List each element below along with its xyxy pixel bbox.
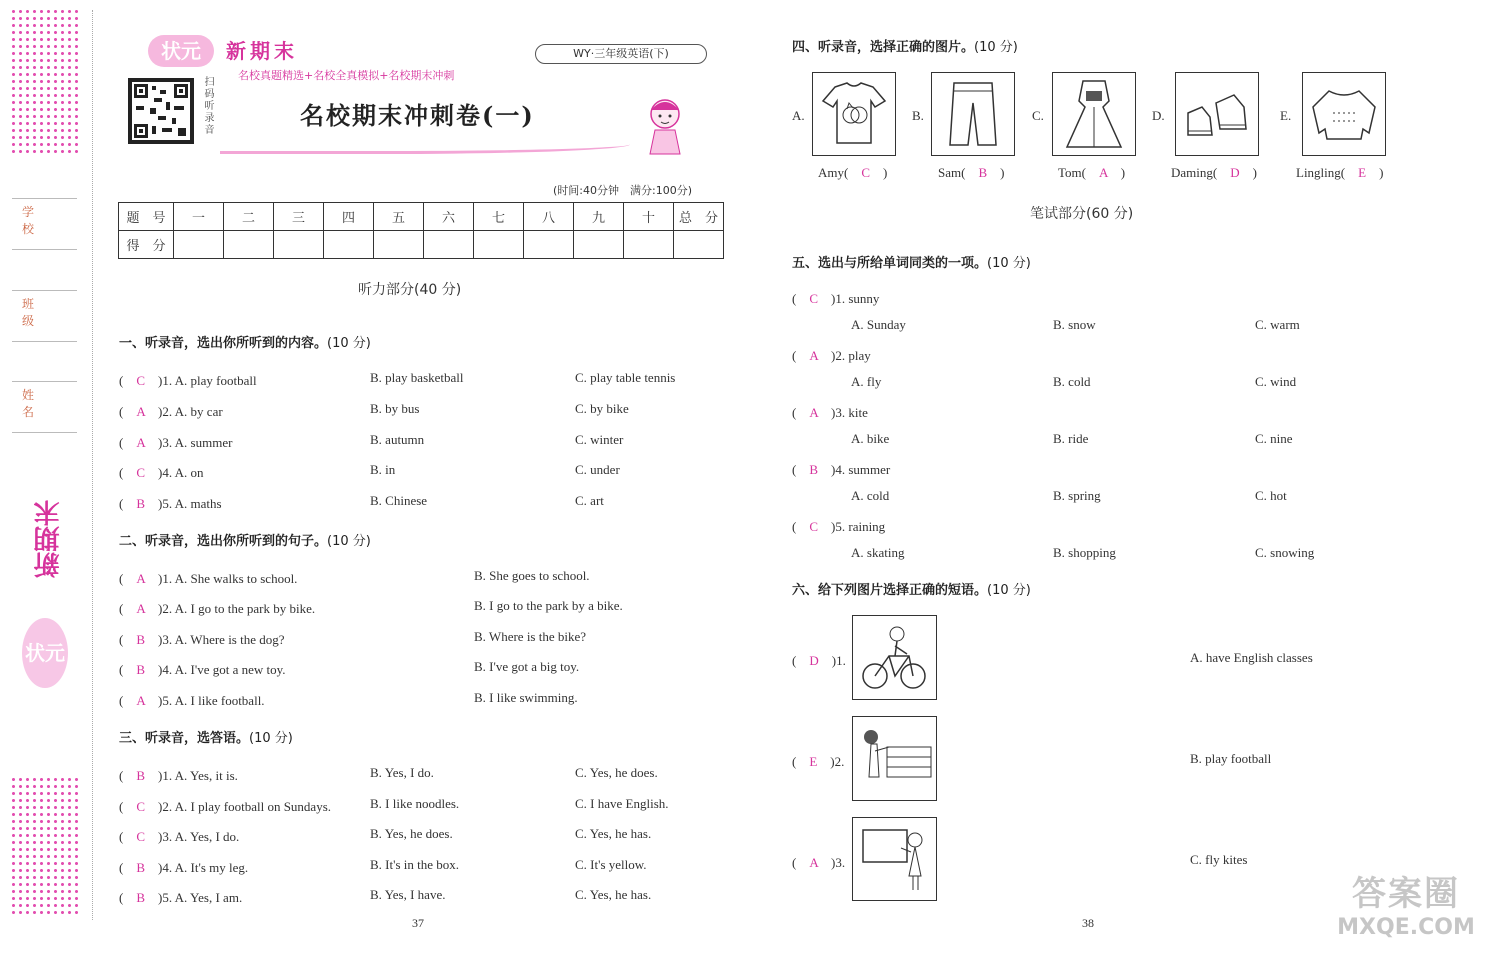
question-row: ( B )5. A. maths <box>119 496 222 511</box>
score-cell[interactable] <box>474 231 524 259</box>
table-cell: 二 <box>224 203 274 231</box>
option-a[interactable]: A. Yes, I am. <box>174 890 243 905</box>
option-a[interactable]: A. Where is the dog? <box>174 632 285 647</box>
option-b[interactable]: B. I go to the park by a bike. <box>474 598 623 613</box>
option-a[interactable]: A. It's my leg. <box>174 860 249 875</box>
option-c[interactable]: C. nine <box>1255 431 1293 446</box>
dress-icon[interactable] <box>1052 72 1136 156</box>
answer-mark: A <box>136 435 146 450</box>
name-field[interactable]: 姓 名 <box>12 381 77 433</box>
question-row: ( A )3. <box>792 855 846 870</box>
teacher-blackboard-icon[interactable] <box>852 817 937 901</box>
question-number: 5. <box>835 519 846 534</box>
pic-letter: A. <box>792 108 805 123</box>
section-6-title <box>792 579 1031 598</box>
pic-letter: E. <box>1280 108 1292 123</box>
pic-label-close: ) <box>883 165 888 180</box>
score-cell[interactable] <box>574 231 624 259</box>
answer-mark: B <box>136 496 146 511</box>
score-cell[interactable] <box>374 231 424 259</box>
answer-mark: A <box>136 693 146 708</box>
score-cell[interactable] <box>324 231 374 259</box>
section-title-text: 三、听录音，选答语。 <box>119 731 250 746</box>
option-b[interactable]: B. Yes, I have. <box>370 887 446 902</box>
sweater-icon[interactable] <box>1302 72 1386 156</box>
section-score: (10 分) <box>327 534 371 549</box>
boy-riding-bike-icon[interactable] <box>852 615 937 700</box>
pic-label-text: Sam( <box>938 165 966 180</box>
watermark <box>1318 866 1494 950</box>
question-row: ( B )1. A. Yes, it is. <box>119 768 238 783</box>
side-brand: 新期末 <box>34 500 64 578</box>
option-b[interactable]: B. I like swimming. <box>474 690 578 705</box>
shoes-icon[interactable] <box>1175 72 1259 156</box>
question-number: 3. <box>162 435 173 450</box>
woman-cooking-icon[interactable] <box>852 716 937 801</box>
option-a[interactable]: A. maths <box>174 496 222 511</box>
title-swoosh <box>220 138 630 154</box>
exam-title: 名校期末冲刺卷(一) <box>300 101 535 130</box>
option-a[interactable]: A. I've got a new toy. <box>174 662 286 677</box>
writing-title: 笔试部分(60 分) <box>1030 206 1134 222</box>
score-cell[interactable] <box>624 231 674 259</box>
question-row: ( C )4. A. on <box>119 465 204 480</box>
option-a[interactable]: A. Yes, it is. <box>174 768 238 783</box>
question-number: 1. <box>162 768 173 783</box>
scan-text: 扫码听录音 <box>202 76 213 136</box>
decorative-dots-top <box>10 8 80 156</box>
option-a[interactable]: A. Sunday <box>851 317 906 332</box>
given-word: sunny <box>848 291 880 306</box>
answer-mark: B <box>136 860 146 875</box>
option-a[interactable]: A. on <box>174 465 204 480</box>
option-c[interactable]: C. play table tennis <box>575 370 676 385</box>
option-c[interactable]: C. snowing <box>1255 545 1315 560</box>
option-b[interactable]: B. in <box>370 462 396 477</box>
option-b[interactable]: B. by bus <box>370 401 420 416</box>
answer-mark: B <box>136 632 146 647</box>
question-row: ( B )4. summer <box>792 462 891 477</box>
question-number: 5. <box>162 496 173 511</box>
pic-label <box>1058 162 1125 181</box>
pic-label-text: Lingling( <box>1296 165 1346 180</box>
question-number: 2. <box>162 601 173 616</box>
option-a[interactable]: A. I like football. <box>174 693 265 708</box>
answer-mark: C <box>809 519 819 534</box>
section-4-title <box>792 36 1018 55</box>
series-tag: WY·三年级英语(下) <box>535 44 707 64</box>
score-cell[interactable] <box>524 231 574 259</box>
option-a[interactable]: A. cold <box>851 488 890 503</box>
table-cell: 五 <box>374 203 424 231</box>
score-table-header-row <box>119 203 724 231</box>
option-c[interactable]: C. hot <box>1255 488 1287 503</box>
section-score: (10 分) <box>327 336 371 351</box>
given-word: play <box>848 348 871 363</box>
option-c[interactable]: C. art <box>575 493 604 508</box>
answer-mark: E <box>1358 165 1367 180</box>
section-2-title <box>119 530 371 549</box>
table-cell: 八 <box>524 203 574 231</box>
option-a[interactable]: A. bike <box>851 431 890 446</box>
question-row: ( A )1. A. She walks to school. <box>119 571 298 586</box>
option-a[interactable]: A. She walks to school. <box>174 571 298 586</box>
answer-mark: C <box>136 373 146 388</box>
phrase-option[interactable]: A. have English classes <box>1190 650 1313 665</box>
question-row: ( E )2. <box>792 754 845 769</box>
answer-mark: B <box>136 890 146 905</box>
answer-mark: A <box>136 571 146 586</box>
answer-mark: D <box>1230 165 1240 180</box>
answer-mark: A <box>809 405 819 420</box>
option-b[interactable]: B. spring <box>1053 488 1101 503</box>
option-c[interactable]: C. I have English. <box>575 796 669 811</box>
question-row: ( D )1. <box>792 653 846 668</box>
answer-mark: C <box>136 465 146 480</box>
table-cell: 三 <box>274 203 324 231</box>
pic-label-close: ) <box>1120 165 1126 180</box>
question-row: ( B )4. A. It's my leg. <box>119 860 249 875</box>
side-logo-text: 状元 <box>25 641 65 665</box>
question-row: ( A )3. A. summer <box>119 435 233 450</box>
score-cell[interactable] <box>224 231 274 259</box>
question-number: 4. <box>162 662 173 677</box>
option-a[interactable]: A. I play football on Sundays. <box>174 799 331 814</box>
pic-label <box>818 162 887 181</box>
table-cell: 得 分 <box>119 231 174 259</box>
table-cell: 十 <box>624 203 674 231</box>
option-b[interactable]: B. It's in the box. <box>370 857 460 872</box>
question-row: ( A )2. A. by car <box>119 404 223 419</box>
question-number: 2. <box>162 404 173 419</box>
question-number: 3. <box>835 405 846 420</box>
question-number: 1. <box>836 653 846 668</box>
section-score: (10 分) <box>974 40 1018 55</box>
section-title-text: 二、听录音，选出你所听到的句子。 <box>119 534 328 549</box>
question-number: 1. <box>162 373 173 388</box>
section-1-title <box>119 332 371 351</box>
decorative-dots-bottom <box>10 776 80 916</box>
option-c[interactable]: C. warm <box>1255 317 1300 332</box>
table-cell: 四 <box>324 203 374 231</box>
option-b[interactable]: B. autumn <box>370 432 425 447</box>
pic-label <box>938 162 1005 181</box>
table-cell: 一 <box>174 203 224 231</box>
binding-line <box>92 10 93 920</box>
option-c[interactable]: C. under <box>575 462 620 477</box>
option-a[interactable]: A. by car <box>174 404 223 419</box>
answer-mark: B <box>136 768 146 783</box>
section-title-text: 五、选出与所给单词同类的一项。 <box>792 256 988 271</box>
answer-mark: A <box>809 348 819 363</box>
answer-mark: A <box>136 601 146 616</box>
option-c[interactable]: C. Yes, he does. <box>575 765 658 780</box>
option-b[interactable]: B. She goes to school. <box>474 568 590 583</box>
section-title-text: 六、给下列图片选择正确的短语。 <box>792 583 988 598</box>
answer-mark: B <box>809 462 819 477</box>
pic-label <box>1296 162 1383 181</box>
section-score: (10 分) <box>249 731 293 746</box>
option-a[interactable]: A. play football <box>174 373 257 388</box>
question-number: 4. <box>162 465 173 480</box>
pic-label-text: Daming( <box>1171 165 1218 180</box>
pic-letter: B. <box>912 108 924 123</box>
question-row: ( A )5. A. I like football. <box>119 693 265 708</box>
table-cell: 七 <box>474 203 524 231</box>
pic-label-text: Amy( <box>818 165 849 180</box>
score-cell[interactable] <box>274 231 324 259</box>
watermark-bottom: MXQE.COM <box>1337 915 1475 940</box>
section-score: (10 分) <box>987 256 1031 271</box>
answer-mark: A <box>809 855 819 870</box>
question-row: ( C )3. A. Yes, I do. <box>119 829 240 844</box>
answer-mark: B <box>978 165 988 180</box>
pic-letter: D. <box>1152 108 1165 123</box>
pic-label <box>1171 162 1257 181</box>
table-cell: 总 分 <box>674 203 724 231</box>
question-row: ( C )1. sunny <box>792 291 880 306</box>
brand-name: 新期末 <box>226 39 298 63</box>
question-row: ( A )2. play <box>792 348 871 363</box>
time-info: (时间:40分钟 满分:100分) <box>553 184 692 197</box>
score-table-score-row <box>119 231 724 259</box>
given-word: kite <box>848 405 868 420</box>
answer-mark: C <box>861 165 871 180</box>
question-number: 2. <box>835 348 846 363</box>
option-c[interactable]: C. Yes, he has. <box>575 826 652 841</box>
option-b[interactable]: B. Where is the bike? <box>474 629 587 644</box>
section-3-title <box>119 727 293 746</box>
section-title-text: 一、听录音，选出你所听到的内容。 <box>119 336 328 351</box>
score-table <box>118 202 724 259</box>
answer-mark: A <box>1099 165 1108 180</box>
option-a[interactable]: A. I go to the park by bike. <box>174 601 316 616</box>
question-number: 4. <box>835 462 846 477</box>
answer-mark: D <box>809 653 819 668</box>
question-row: ( C )1. A. play football <box>119 373 257 388</box>
score-cell[interactable] <box>674 231 724 259</box>
question-number: 1. <box>162 571 173 586</box>
pic-label-close: ) <box>1379 165 1384 180</box>
pic-label-close: ) <box>1000 165 1005 180</box>
question-number: 4. <box>162 860 173 875</box>
question-row: ( B )4. A. I've got a new toy. <box>119 662 286 677</box>
logo <box>148 35 214 67</box>
question-row: ( C )2. A. I play football on Sundays. <box>119 799 331 814</box>
option-b[interactable]: B. cold <box>1053 374 1091 389</box>
option-b[interactable]: B. Yes, I do. <box>370 765 434 780</box>
option-a[interactable]: A. fly <box>851 374 882 389</box>
option-b[interactable]: B. I like noodles. <box>370 796 460 811</box>
section-score: (10 分) <box>987 583 1031 598</box>
score-cell[interactable] <box>174 231 224 259</box>
option-b[interactable]: B. shopping <box>1053 545 1116 560</box>
option-b[interactable]: B. snow <box>1053 317 1096 332</box>
trousers-icon[interactable] <box>931 72 1015 156</box>
tagline: 名校真题精选+名校全真模拟+名校期末冲刺 <box>238 69 455 82</box>
question-number: 5. <box>162 693 173 708</box>
option-c[interactable]: C. by bike <box>575 401 629 416</box>
question-row: ( A )2. A. I go to the park by bike. <box>119 601 316 616</box>
option-c[interactable]: C. wind <box>1255 374 1297 389</box>
given-word: summer <box>848 462 891 477</box>
class-field[interactable]: 班 级 <box>12 290 77 342</box>
question-number: 1. <box>835 291 846 306</box>
answer-mark: C <box>136 799 146 814</box>
option-b[interactable]: B. I've got a big toy. <box>474 659 580 674</box>
cartoon-girl-icon <box>640 92 690 158</box>
t-shirt-icon[interactable] <box>812 72 896 156</box>
option-c[interactable]: C. winter <box>575 432 624 447</box>
question-number: 3. <box>162 632 173 647</box>
question-number: 5. <box>162 890 173 905</box>
page-number-right: 38 <box>1082 916 1094 930</box>
answer-mark: C <box>809 291 819 306</box>
answer-mark: B <box>136 662 146 677</box>
page-number-left: 37 <box>412 916 424 930</box>
pic-label-close: ) <box>1252 165 1257 180</box>
table-cell: 六 <box>424 203 474 231</box>
side-logo <box>22 618 68 688</box>
option-b[interactable]: B. ride <box>1053 431 1089 446</box>
qr-code[interactable] <box>128 78 194 144</box>
question-row: ( B )5. A. Yes, I am. <box>119 890 243 905</box>
option-b[interactable]: B. Yes, he does. <box>370 826 453 841</box>
option-b[interactable]: B. play basketball <box>370 370 464 385</box>
phrase-option[interactable]: C. fly kites <box>1190 852 1248 867</box>
score-cell[interactable] <box>424 231 474 259</box>
pic-letter: C. <box>1032 108 1044 123</box>
given-word: raining <box>848 519 886 534</box>
option-c[interactable]: C. Yes, he has. <box>575 887 652 902</box>
answer-mark: A <box>136 404 146 419</box>
option-a[interactable]: A. Yes, I do. <box>174 829 240 844</box>
logo-text: 状元 <box>161 39 201 63</box>
pic-label-text: Tom( <box>1058 165 1086 180</box>
option-a[interactable]: A. summer <box>174 435 233 450</box>
question-row: ( B )3. A. Where is the dog? <box>119 632 285 647</box>
answer-mark: E <box>809 754 818 769</box>
table-cell: 题 号 <box>119 203 174 231</box>
listening-title: 听力部分(40 分) <box>358 282 462 298</box>
option-c[interactable]: C. It's yellow. <box>575 857 647 872</box>
phrase-option[interactable]: B. play football <box>1190 751 1272 766</box>
table-cell: 九 <box>574 203 624 231</box>
section-5-title <box>792 252 1031 271</box>
question-number: 3. <box>162 829 173 844</box>
question-number: 3. <box>835 855 846 870</box>
option-b[interactable]: B. Chinese <box>370 493 428 508</box>
answer-mark: C <box>136 829 146 844</box>
question-number: 2. <box>834 754 845 769</box>
question-row: ( A )3. kite <box>792 405 868 420</box>
question-row: ( C )5. raining <box>792 519 886 534</box>
section-title-text: 四、听录音，选择正确的图片。 <box>792 40 975 55</box>
question-number: 2. <box>162 799 173 814</box>
school-field[interactable]: 学 校 <box>12 198 77 250</box>
watermark-top: 答案圈 <box>1352 874 1460 914</box>
option-a[interactable]: A. skating <box>851 545 905 560</box>
